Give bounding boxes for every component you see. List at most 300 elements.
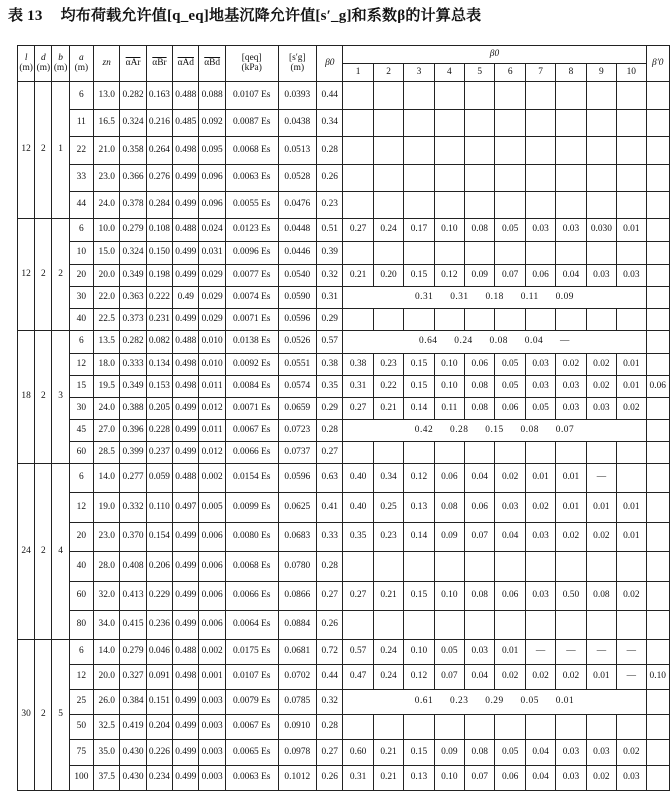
cell-b0: 0.29 — [317, 398, 343, 420]
cell-aBr: 0.110 — [146, 493, 172, 523]
cell-b0: 0.31 — [317, 287, 343, 309]
cell-zn: 13.0 — [94, 82, 120, 110]
cell-beta0-3: 0.14 — [404, 523, 434, 552]
cell-beta0-3 — [404, 82, 434, 110]
cell-beta0-3: 0.12 — [404, 665, 434, 690]
cell-beta0-2: 0.24 — [373, 219, 403, 242]
group-d: 2 — [35, 464, 52, 640]
cell-qeq: 0.0123 Es — [225, 219, 278, 242]
cell-qeq: 0.0092 Es — [225, 354, 278, 376]
cell-beta0-7: — — [525, 640, 555, 665]
cell-beta0-6: 0.02 — [495, 464, 525, 493]
cell-aAr: 0.282 — [120, 331, 146, 354]
cell-b0: 0.44 — [317, 82, 343, 110]
cell-beta0-prime — [646, 611, 669, 640]
cell-a: 75 — [69, 740, 93, 766]
cell-beta0-1: 0.27 — [343, 219, 373, 242]
cell-beta0-3 — [404, 715, 434, 740]
cell-beta0-9: 0.02 — [586, 354, 616, 376]
cell-beta0-prime — [646, 640, 669, 665]
cell-beta0-1 — [343, 192, 373, 219]
table-row — [18, 523, 670, 552]
cell-aBd: 0.006 — [199, 582, 225, 611]
cell-sg: 0.0737 — [278, 442, 317, 464]
cell-b0: 0.26 — [317, 611, 343, 640]
cell-beta0-6: 0.05 — [495, 376, 525, 398]
cell-zn: 13.5 — [94, 331, 120, 354]
cell-b0: 0.28 — [317, 137, 343, 165]
cell-beta0-2: 0.20 — [373, 265, 403, 287]
cell-beta0-10 — [617, 82, 646, 110]
cell-qeq: 0.0107 Es — [225, 82, 278, 110]
cell-beta0-4: 0.07 — [434, 665, 464, 690]
cell-beta0-10: 0.01 — [617, 376, 646, 398]
cell-aAr: 0.396 — [120, 420, 146, 442]
table-row — [18, 219, 670, 242]
cell-beta0-prime — [646, 110, 669, 137]
cell-beta0-prime — [646, 420, 669, 442]
cell-beta0-5 — [465, 110, 495, 137]
cell-beta0-prime — [646, 192, 669, 219]
cell-aAr: 0.373 — [120, 309, 146, 331]
cell-beta0-3 — [404, 309, 434, 331]
cell-aAr: 0.332 — [120, 493, 146, 523]
cell-beta0-6: 0.05 — [495, 354, 525, 376]
cell-aAd: 0.499 — [173, 552, 199, 582]
cell-beta0-2 — [373, 242, 403, 265]
cell-sg: 0.1012 — [278, 766, 317, 791]
cell-beta0-prime — [646, 715, 669, 740]
cell-beta0-2 — [373, 552, 403, 582]
cell-beta0-10: 0.01 — [617, 493, 646, 523]
header-alpha-br: $\overline{\alpha Br}$ — [146, 46, 172, 82]
calculation-table — [17, 45, 670, 791]
cell-a: 6 — [69, 640, 93, 665]
cell-aAr: 0.370 — [120, 523, 146, 552]
cell-sg: 0.0785 — [278, 690, 317, 715]
group-b: 4 — [52, 464, 69, 640]
cell-beta0-9 — [586, 611, 616, 640]
cell-b0: 0.57 — [317, 331, 343, 354]
cell-beta0-10: — — [617, 665, 646, 690]
cell-beta0-6: 0.06 — [495, 398, 525, 420]
cell-beta0-5: 0.08 — [465, 219, 495, 242]
cell-a: 44 — [69, 192, 93, 219]
cell-aBr: 0.151 — [146, 690, 172, 715]
cell-aBr: 0.198 — [146, 265, 172, 287]
cell-beta0-10 — [617, 442, 646, 464]
cell-aBr: 0.059 — [146, 464, 172, 493]
cell-aAd: 0.498 — [173, 137, 199, 165]
cell-aBd: 0.010 — [199, 354, 225, 376]
cell-aBd: 0.006 — [199, 523, 225, 552]
cell-beta0-5 — [465, 82, 495, 110]
cell-sg: 0.0659 — [278, 398, 317, 420]
table-row — [18, 740, 670, 766]
cell-aBr: 0.237 — [146, 442, 172, 464]
cell-zn: 20.0 — [94, 665, 120, 690]
cell-beta0-7 — [525, 715, 555, 740]
cell-aBd: 0.095 — [199, 137, 225, 165]
cell-beta0-7: 0.05 — [525, 398, 555, 420]
cell-beta0-5 — [465, 165, 495, 192]
cell-beta0-9: — — [586, 640, 616, 665]
cell-aBr: 0.222 — [146, 287, 172, 309]
header-alpha-ad: $\overline{\alpha Ad}$ — [173, 46, 199, 82]
cell-b0: 0.32 — [317, 690, 343, 715]
cell-beta0-9 — [586, 82, 616, 110]
cell-beta0-prime — [646, 287, 669, 309]
cell-b0: 0.27 — [317, 582, 343, 611]
group-b: 5 — [52, 640, 69, 791]
cell-b0: 0.39 — [317, 242, 343, 265]
cell-beta0-8: 0.03 — [556, 376, 586, 398]
cell-qeq: 0.0066 Es — [225, 582, 278, 611]
group-d: 2 — [35, 640, 52, 791]
table-row — [18, 137, 670, 165]
cell-sg: 0.0574 — [278, 376, 317, 398]
cell-beta0-8 — [556, 611, 586, 640]
cell-beta0-prime — [646, 331, 669, 354]
cell-beta0-prime — [646, 740, 669, 766]
cell-sg: 0.0551 — [278, 354, 317, 376]
cell-a: 60 — [69, 442, 93, 464]
cell-beta0-7 — [525, 110, 555, 137]
cell-beta0-10 — [617, 137, 646, 165]
cell-sg: 0.0590 — [278, 287, 317, 309]
group-l: 24 — [18, 464, 35, 640]
cell-beta0-1: 0.27 — [343, 582, 373, 611]
cell-beta0-7: 0.02 — [525, 493, 555, 523]
table-row — [18, 331, 670, 354]
cell-aAd: 0.499 — [173, 242, 199, 265]
cell-beta0-7: 0.04 — [525, 766, 555, 791]
cell-beta0-1: 0.31 — [343, 376, 373, 398]
cell-qeq: 0.0067 Es — [225, 420, 278, 442]
cell-b0: 0.26 — [317, 766, 343, 791]
cell-beta0-5: 0.04 — [465, 464, 495, 493]
cell-aAr: 0.430 — [120, 766, 146, 791]
cell-beta0-6 — [495, 442, 525, 464]
cell-beta0-6 — [495, 165, 525, 192]
cell-zn: 32.5 — [94, 715, 120, 740]
cell-a: 40 — [69, 552, 93, 582]
cell-aAd: 0.497 — [173, 493, 199, 523]
cell-beta0-5: 0.09 — [465, 265, 495, 287]
cell-aBr: 0.205 — [146, 398, 172, 420]
cell-aBd: 0.029 — [199, 309, 225, 331]
cell-beta0-5: 0.04 — [465, 665, 495, 690]
cell-beta0-4 — [434, 715, 464, 740]
cell-beta0-2: 0.21 — [373, 582, 403, 611]
cell-beta0-7 — [525, 309, 555, 331]
cell-aAr: 0.327 — [120, 665, 146, 690]
cell-sg: 0.0528 — [278, 165, 317, 192]
cell-beta0-8: 0.04 — [556, 265, 586, 287]
cell-beta0-9: 0.030 — [586, 219, 616, 242]
cell-beta0-8 — [556, 192, 586, 219]
cell-beta0-9 — [586, 242, 616, 265]
cell-zn: 27.0 — [94, 420, 120, 442]
cell-aAr: 0.282 — [120, 82, 146, 110]
cell-beta0-3: 0.15 — [404, 354, 434, 376]
cell-beta0-7 — [525, 611, 555, 640]
cell-zn: 35.0 — [94, 740, 120, 766]
cell-zn: 18.0 — [94, 354, 120, 376]
cell-beta0-3 — [404, 137, 434, 165]
cell-beta0-7: 0.01 — [525, 464, 555, 493]
cell-beta0-2: 0.22 — [373, 376, 403, 398]
cell-beta0-6 — [495, 552, 525, 582]
cell-b0: 0.44 — [317, 665, 343, 690]
cell-aAd: 0.498 — [173, 665, 199, 690]
cell-beta0-4 — [434, 242, 464, 265]
cell-aBd: 0.003 — [199, 690, 225, 715]
cell-aBr: 0.206 — [146, 552, 172, 582]
cell-aAd: 0.488 — [173, 331, 199, 354]
header-zn: zn — [94, 46, 120, 82]
cell-beta0-4 — [434, 110, 464, 137]
cell-beta0-3: 0.15 — [404, 265, 434, 287]
cell-beta0-2 — [373, 165, 403, 192]
cell-beta0-1: 0.31 — [343, 766, 373, 791]
cell-a: 30 — [69, 287, 93, 309]
cell-a: 20 — [69, 265, 93, 287]
cell-aBd: 0.088 — [199, 82, 225, 110]
cell-b0: 0.23 — [317, 192, 343, 219]
cell-aAd: 0.499 — [173, 740, 199, 766]
cell-beta0-6 — [495, 137, 525, 165]
cell-aBr: 0.264 — [146, 137, 172, 165]
table-row — [18, 640, 670, 665]
cell-aAr: 0.324 — [120, 110, 146, 137]
table-row — [18, 665, 670, 690]
cell-beta0-series: 0.42 0.28 0.15 0.08 0.07 — [343, 420, 646, 442]
cell-beta0-9 — [586, 309, 616, 331]
cell-beta0-6: 0.05 — [495, 740, 525, 766]
cell-beta0-1: 0.57 — [343, 640, 373, 665]
cell-beta0-series: 0.61 0.23 0.29 0.05 0.01 — [343, 690, 646, 715]
cell-beta0-2 — [373, 192, 403, 219]
cell-beta0-8 — [556, 165, 586, 192]
header-beta0-prime: β′0 — [646, 46, 669, 82]
cell-beta0-8: 0.50 — [556, 582, 586, 611]
table-title: 均布荷载允许值[q_eq]地基沉降允许值[s′_g]和系数β的计算总表 — [60, 8, 482, 24]
cell-beta0-2: 0.24 — [373, 640, 403, 665]
cell-beta0-1: 0.35 — [343, 523, 373, 552]
cell-beta0-7: 0.02 — [525, 665, 555, 690]
cell-aAd: 0.498 — [173, 376, 199, 398]
cell-sg: 0.0476 — [278, 192, 317, 219]
cell-aBd: 0.096 — [199, 165, 225, 192]
cell-beta0-8: — — [556, 640, 586, 665]
header-col-4: 4 — [434, 64, 464, 82]
cell-a: 30 — [69, 398, 93, 420]
cell-aAr: 0.408 — [120, 552, 146, 582]
cell-beta0-1 — [343, 165, 373, 192]
cell-beta0-2 — [373, 715, 403, 740]
table-row — [18, 398, 670, 420]
cell-beta0-7 — [525, 552, 555, 582]
cell-beta0-1: 0.38 — [343, 354, 373, 376]
group-l: 18 — [18, 331, 35, 464]
cell-qeq: 0.0087 Es — [225, 110, 278, 137]
cell-beta0-4: 0.06 — [434, 464, 464, 493]
cell-qeq: 0.0080 Es — [225, 523, 278, 552]
cell-beta0-8: 0.03 — [556, 398, 586, 420]
cell-beta0-5: 0.06 — [465, 493, 495, 523]
cell-beta0-10: 0.01 — [617, 219, 646, 242]
cell-aBd: 0.002 — [199, 640, 225, 665]
cell-a: 12 — [69, 665, 93, 690]
cell-beta0-3 — [404, 192, 434, 219]
cell-beta0-6: 0.06 — [495, 582, 525, 611]
cell-aAd: 0.499 — [173, 690, 199, 715]
cell-qeq: 0.0099 Es — [225, 493, 278, 523]
cell-zn: 24.0 — [94, 398, 120, 420]
cell-zn: 22.5 — [94, 309, 120, 331]
cell-beta0-2: 0.23 — [373, 354, 403, 376]
cell-beta0-8 — [556, 309, 586, 331]
group-l: 12 — [18, 219, 35, 331]
cell-beta0-4: 0.08 — [434, 493, 464, 523]
cell-beta0-2: 0.24 — [373, 665, 403, 690]
cell-zn: 19.5 — [94, 376, 120, 398]
cell-aBd: 0.092 — [199, 110, 225, 137]
header-b: b (m) — [52, 46, 69, 82]
cell-a: 11 — [69, 110, 93, 137]
group-b: 3 — [52, 331, 69, 464]
cell-beta0-4: 0.11 — [434, 398, 464, 420]
cell-beta0-3 — [404, 611, 434, 640]
group-l: 12 — [18, 82, 35, 219]
cell-beta0-4 — [434, 137, 464, 165]
cell-sg: 0.0681 — [278, 640, 317, 665]
cell-aAd: 0.499 — [173, 309, 199, 331]
cell-beta0-10: — — [617, 640, 646, 665]
cell-aBr: 0.229 — [146, 582, 172, 611]
cell-aAr: 0.349 — [120, 265, 146, 287]
cell-beta0-2: 0.21 — [373, 398, 403, 420]
cell-aBr: 0.163 — [146, 82, 172, 110]
cell-qeq: 0.0175 Es — [225, 640, 278, 665]
cell-beta0-10: 0.03 — [617, 766, 646, 791]
cell-beta0-8 — [556, 110, 586, 137]
cell-beta0-2 — [373, 110, 403, 137]
cell-beta0-1 — [343, 110, 373, 137]
cell-zn: 10.0 — [94, 219, 120, 242]
cell-beta0-9 — [586, 137, 616, 165]
cell-aBd: 0.006 — [199, 552, 225, 582]
cell-aBd: 0.029 — [199, 287, 225, 309]
cell-zn: 23.0 — [94, 165, 120, 192]
header-col-10: 10 — [617, 64, 646, 82]
cell-beta0-1: 0.60 — [343, 740, 373, 766]
cell-beta0-9 — [586, 442, 616, 464]
cell-beta0-3 — [404, 110, 434, 137]
cell-a: 60 — [69, 582, 93, 611]
cell-beta0-5 — [465, 442, 495, 464]
cell-beta0-10 — [617, 611, 646, 640]
cell-beta0-9: 0.02 — [586, 376, 616, 398]
cell-beta0-10: 0.03 — [617, 265, 646, 287]
cell-beta0-prime — [646, 265, 669, 287]
cell-beta0-10 — [617, 552, 646, 582]
cell-beta0-7 — [525, 165, 555, 192]
cell-aAd: 0.485 — [173, 110, 199, 137]
cell-sg: 0.0702 — [278, 665, 317, 690]
cell-beta0-4 — [434, 165, 464, 192]
cell-aBd: 0.029 — [199, 265, 225, 287]
cell-aAr: 0.358 — [120, 137, 146, 165]
cell-aAr: 0.333 — [120, 354, 146, 376]
cell-sg: 0.0513 — [278, 137, 317, 165]
cell-qeq: 0.0066 Es — [225, 442, 278, 464]
cell-qeq: 0.0071 Es — [225, 398, 278, 420]
cell-qeq: 0.0055 Es — [225, 192, 278, 219]
cell-beta0-series: 0.64 0.24 0.08 0.04 — — [343, 331, 646, 354]
cell-aAr: 0.349 — [120, 376, 146, 398]
cell-aAd: 0.499 — [173, 582, 199, 611]
cell-beta0-6: 0.02 — [495, 665, 525, 690]
cell-beta0-5: 0.07 — [465, 766, 495, 791]
table-row — [18, 309, 670, 331]
cell-beta0-prime — [646, 165, 669, 192]
cell-qeq: 0.0063 Es — [225, 165, 278, 192]
cell-sg: 0.0978 — [278, 740, 317, 766]
cell-sg: 0.0438 — [278, 110, 317, 137]
cell-beta0-4: 0.10 — [434, 219, 464, 242]
cell-beta0-2: 0.34 — [373, 464, 403, 493]
cell-beta0-prime — [646, 354, 669, 376]
cell-a: 10 — [69, 242, 93, 265]
cell-sg: 0.0526 — [278, 331, 317, 354]
cell-beta0-prime — [646, 398, 669, 420]
cell-beta0-2: 0.21 — [373, 766, 403, 791]
cell-b0: 0.27 — [317, 740, 343, 766]
cell-sg: 0.0910 — [278, 715, 317, 740]
cell-beta0-3 — [404, 552, 434, 582]
cell-aBr: 0.154 — [146, 523, 172, 552]
cell-beta0-4: 0.10 — [434, 582, 464, 611]
cell-aBr: 0.276 — [146, 165, 172, 192]
cell-beta0-10 — [617, 165, 646, 192]
cell-beta0-8 — [556, 552, 586, 582]
table-caption — [8, 4, 481, 25]
cell-beta0-4: 0.10 — [434, 766, 464, 791]
cell-zn: 37.5 — [94, 766, 120, 791]
table-row — [18, 242, 670, 265]
cell-aAd: 0.499 — [173, 420, 199, 442]
cell-a: 20 — [69, 523, 93, 552]
cell-beta0-4: 0.10 — [434, 376, 464, 398]
cell-beta0-7 — [525, 442, 555, 464]
cell-aBd: 0.011 — [199, 376, 225, 398]
group-d: 2 — [35, 331, 52, 464]
cell-b0: 0.63 — [317, 464, 343, 493]
table-row — [18, 690, 670, 715]
cell-beta0-1: 0.21 — [343, 265, 373, 287]
cell-beta0-4: 0.10 — [434, 354, 464, 376]
cell-beta0-6: 0.04 — [495, 523, 525, 552]
cell-beta0-7: 0.03 — [525, 219, 555, 242]
cell-beta0-9 — [586, 552, 616, 582]
cell-beta0-10 — [617, 192, 646, 219]
cell-beta0-1: 0.27 — [343, 398, 373, 420]
cell-beta0-8: 0.03 — [556, 219, 586, 242]
cell-sg: 0.0780 — [278, 552, 317, 582]
cell-aAr: 0.378 — [120, 192, 146, 219]
